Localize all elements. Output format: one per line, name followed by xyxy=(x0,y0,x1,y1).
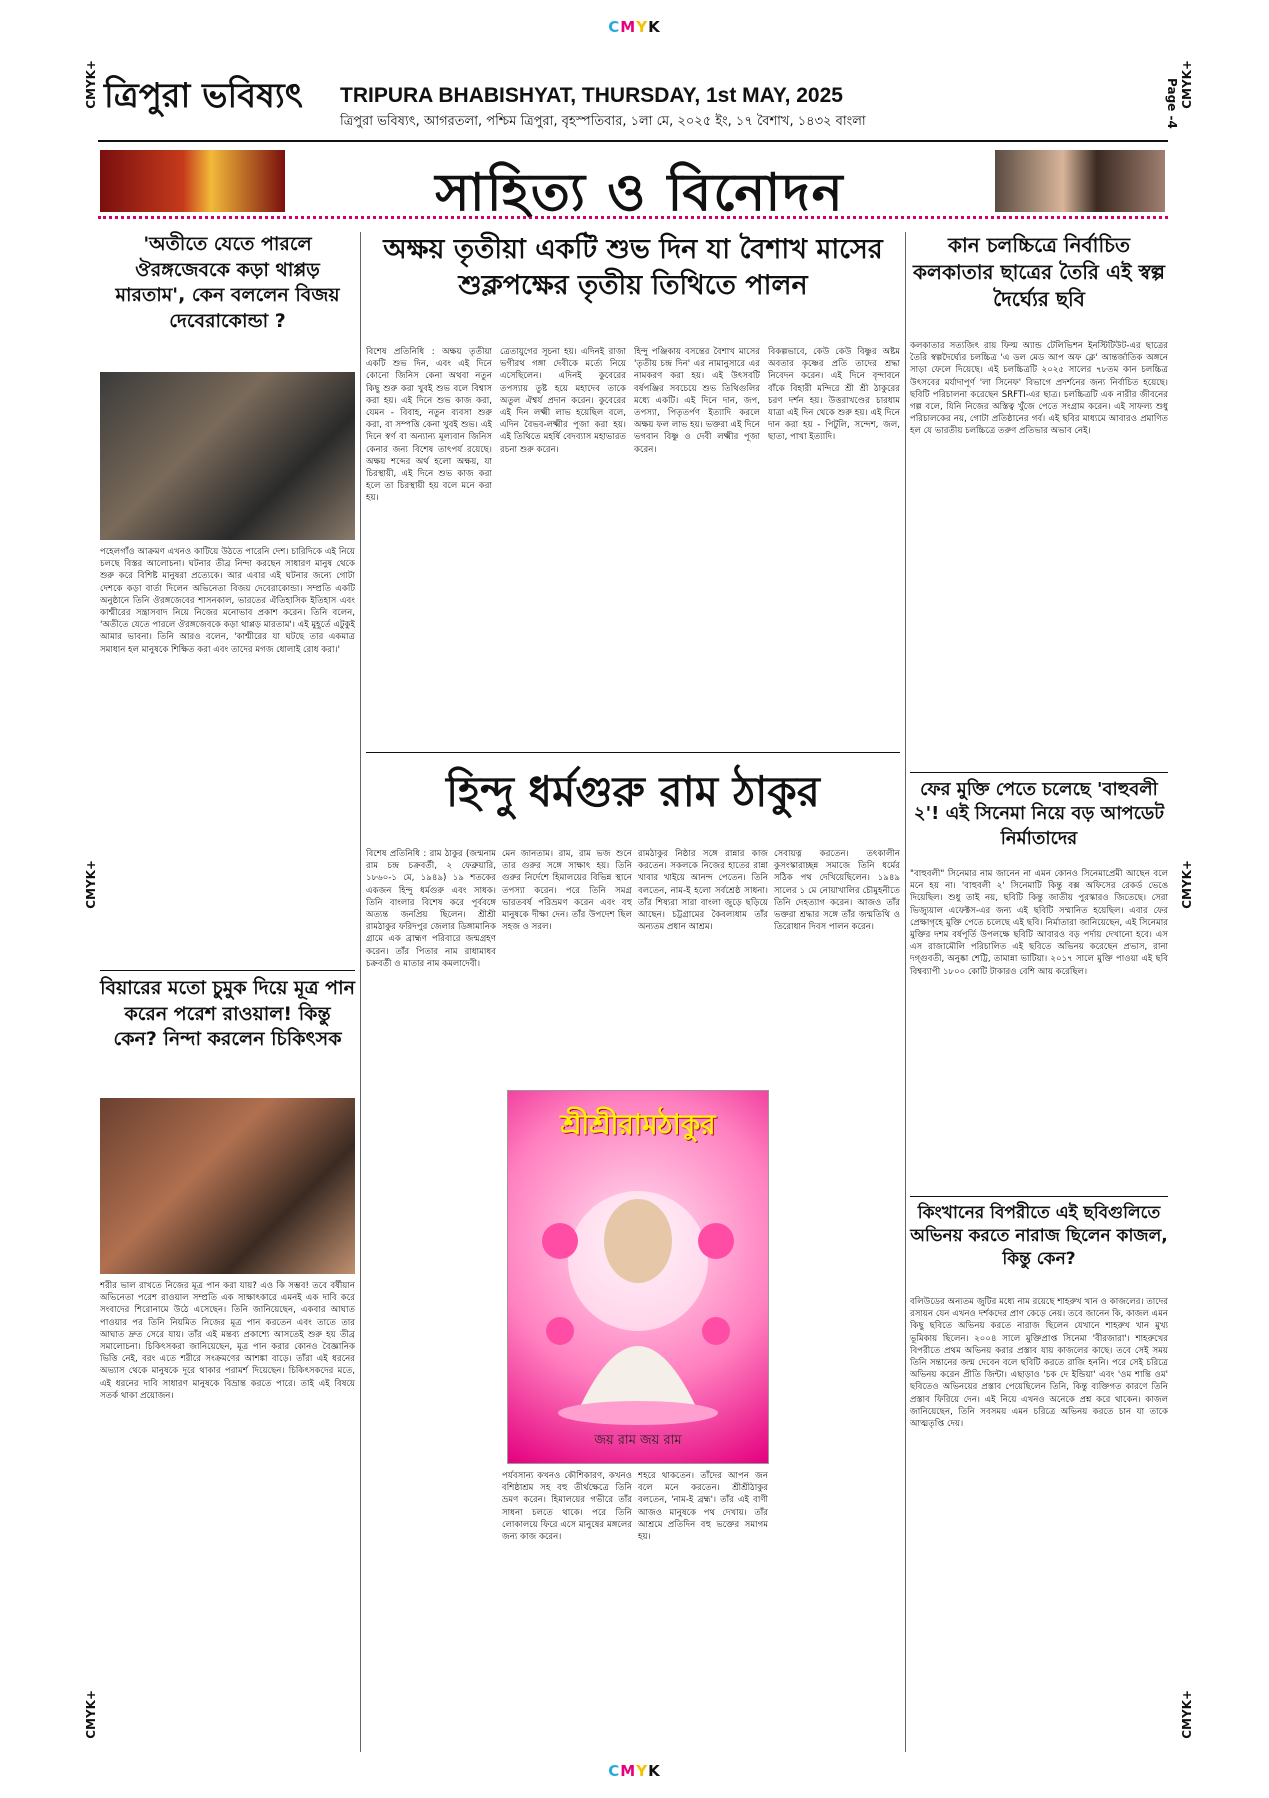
kajal-headline: কিংখানের বিপরীতে এই ছবিগুলিতে অভিনয় করতে নারাজ ছিলেন কাজল, কিন্তু কেন? xyxy=(910,1203,1168,1269)
kajal-body: বলিউডের অন্যতম জুটির মধ্যে নাম রয়েছে শাহরুখ খান ও কাজলের। তাদের রসায়ন যেন এখনও দর্শকদের প্রাণ কেড়ে নেয়। তবে জানেন কি, কাজল এমন কিছু ছবিতে অভিনয় করতে নারাজ ছিলেন যেখানে শাহরুখ খান মুখ্য ভূমিকায় ছিলেন। ২০০৪ সালে মুক্তিপ্রাপ্ত সিনেমা 'বীরজারা'। শাহরুখের বিপরীতে প্রথম অভিনয় করার প্রস্তাব যায় কাজলের কাছে। তবে সেই সময় তিনি সন্তানের জন্ম দেবেন বলে ছবিটি করতে রাজি হননি। পরে সেই চরিত্রে অভিনয় করেন প্রীতি জিন্টা। এছাড়াও 'চক দে ইন্ডিয়া' এবং 'ওম শান্তি ওম' ছবিতেও অভিনয়ের প্রস্তাব পেয়েছিলেন তিনি, কিন্তু ব্যক্তিগত কারণে তিনি প্রস্তাব ফিরিয়ে দেন। এই নিয়ে এখনও অনেকে প্রশ্ন করে থাকেন। কাজল জানিয়েছেন, তিনি সবসময় এমন চরিত্রে অভিনয় করতে চান যা তাকে আত্মতৃপ্তি দেয়। xyxy=(910,1297,1168,1430)
ramthakur-rule xyxy=(366,752,900,753)
section-banner-title: সাহিত্য ও বিনোদন xyxy=(435,163,845,223)
akshaya-body-col4: বিকল্পভাবে, কেউ কেউ বিষ্ণুর অষ্টম অবতার কৃষ্ণের প্রতি তাদের শ্রদ্ধা নিবেদন করেন। এই দিনে বৃন্দাবনে বাঁকে বিহারী মন্দিরে শ্রী শ্রী ঠাকুরের চরণ দর্শন হয়। উত্তরাখণ্ডের চারধাম যাত্রা এই দিন থেকে শুরু হয়। এই দিনে দান করা হয় - পিটুলি, সন্দেশ, জল, ছাতা, পাখা ইত্যাদি। xyxy=(768,347,900,443)
column-divider-right xyxy=(905,232,906,1752)
registration-mark-bottom: CMYK xyxy=(608,1762,661,1780)
ramthakur-portrait-icon xyxy=(508,1091,768,1463)
page-number: Page -4 xyxy=(1165,78,1179,129)
ramthakur-body-col5: পর্যবসান্য কখনও কৌশিকারণ, কখনও বশিষ্ঠাশ্রম সহ বহু তীর্থক্ষেত্রে তিনি ভ্রমণ করেন। হিমালয়ের গভীরে তাঁর সাধনা চলতে থাকে। পরে তিনি লোকালয়ে ফিরে এসে মানুষের মঙ্গলের জন্য কাজ করেন। xyxy=(502,1471,632,1543)
vijay-body: পহেলগাঁও আক্রমণ এখনও কাটিয়ে উঠতে পারেনি দেশ। চারিদিকে এই নিয়ে চলছে বিস্তর আলোচনা। ঘটনার তীব্র নিন্দা করছেন সাধারণ মানুষ থেকে শুরু করে বিশিষ্ট মানুষরা প্রত্যেকে। আর এবার এই ঘটনার জন্যে গোটা দেশকে কড়া বার্তা দিলেন অভিনেতা বিজয় দেবেরাকোন্ডা। সম্প্রতি একটি অনুষ্ঠানে তিনি ঔরঙ্গজেবের শাসনকাল, ভারতের ঐতিহাসিক ইতিহাস এবং কাশ্মীরের সন্ত্রাসবাদ নিয়ে নিজের মনোভাব প্রকাশ করেন। তিনি বলেন, 'অতীতে যেতে পারলে ঔরঙ্গজেবকে কড়া থাপ্পড় মারতাম'। এই মুহূর্তে এটুকুই আমার ভাবনা। তিনি আরও বলেন, 'কাশ্মীরের যা ঘটছে তার একমাত্র সমাধান হল মানুষকে শিক্ষিত করা এবং তাদের মগজ ধোলাই রোধ করা।' xyxy=(100,547,355,655)
akshaya-body-col1: বিশেষ প্রতিনিধি : অক্ষয় তৃতীয়া একটি শুভ দিন, এবং এই দিনে কোনো জিনিস কেনা অথবা নতুন কিছু শুরু করা খুবই শুভ বলে বিশ্বাস করা হয়। এই দিনে শুভ কাজ করা, যেমন - বিবাহ, নতুন ব্যবসা শুরু করা, বা সম্পত্তি কেনা খুবই শুভ। এই দিনে স্বর্ণ বা অন্যান্য মূল্যবান জিনিস কেনার জন্য বিশেষ তাৎপর্য রয়েছে। অক্ষয় শব্দের অর্থ হলো অক্ষয়, যা চিরস্থায়ী, এই দিনে শুভ কাজ করা হলে তা চিরস্থায়ী হয় বলে মনে করা হয়। xyxy=(366,347,492,504)
ramthakur-headline: হিন্দু ধর্মগুরু রাম ঠাকুর xyxy=(446,767,820,816)
akshaya-headline: অক্ষয় তৃতীয়া একটি শুভ দিন যা বৈশাখ মাসের শুক্লপক্ষের তৃতীয় তিথিতে পালন xyxy=(383,234,883,302)
film-headline: কান চলচ্চিত্রে নির্বাচিত কলকাতার ছাত্রের তৈরি এই স্বল্প দৈর্ঘ্যের ছবি xyxy=(913,233,1165,311)
paresh-rule xyxy=(100,970,355,971)
ramthakur-poster xyxy=(507,1090,769,1464)
vijay-headline: 'অতীতে যেতে পারলে ঔরঙ্গজেবকে কড়া থাপ্পড় মারতাম', কেন বললেন বিজয় দেবেরাকোন্ডা ? xyxy=(115,233,340,332)
banner-image-right xyxy=(995,150,1165,212)
ramthakur-body-col1: বিশেষ প্রতিনিধি : রাম ঠাকুর (জন্মনাম রাম চন্দ্র চক্রবর্তী, ২ ফেব্রুয়ারি, ১৮৬০-১ মে, ১৯৪৯) ১৯ শতকের একজন হিন্দু ধর্মগুরু এবং সাধক। তিনি বাংলার বিশেষ করে পূর্ববঙ্গে অত্যন্ত জনপ্রিয় ছিলেন। শ্রীশ্রী রামঠাকুর ফরিদপুর জেলার ডিঙ্গামানিক গ্রামে এক ব্রাহ্মণ পরিবারে জন্মগ্রহণ করেন। তাঁর পিতার নাম রাধামাধব চক্রবর্তী ও মাতার নাম কমলাদেবী। xyxy=(366,849,496,969)
registration-mark-left-top: CMYK+ xyxy=(84,60,98,109)
registration-mark-left-middle: CMYK+ xyxy=(84,860,98,909)
paresh-headline: বিয়ারের মতো চুমুক দিয়ে মূত্র পান করেন পরেশ রাওয়াল! কিন্তু কেন? নিন্দা করলেন চিকিৎসক xyxy=(100,977,355,1051)
registration-mark-left-bottom: CMYK+ xyxy=(84,1690,98,1739)
akshaya-body-col2: ত্রেতাযুগের সূচনা হয়। এদিনই রাজা ভগীরথ গঙ্গা দেবীকে মর্ত্যে নিয়ে এসেছিলেন। এদিনই কুবেরের তপস্যায় তুষ্ট হয়ে মহাদেব তাকে অতুল ঐশ্বর্য প্রদান করেন। কুবেরের এই দিন লক্ষ্মী লাভ হয়েছিল বলে, এদিন বৈভব-লক্ষ্মীর পূজা করা হয়। এই তিথিতে মহর্ষি বেদব্যাস মহাভারত রচনা শুরু করেন। xyxy=(500,347,626,455)
ramthakur-body-col2: মেন জানতাম। রাম, রাম ভজ শুনে তার গুরুর সঙ্গে সাক্ষাৎ হয়। তিনি গুরুর নির্দেশে হিমালয়ের বিভিন্ন স্থানে তপস্যা করেন। পরে তিনি সমগ্র ভারতবর্ষ পরিভ্রমণ করেন এবং বহু মানুষকে দীক্ষা দেন। তাঁর উপদেশ ছিল সহজ ও সরল। xyxy=(502,849,632,933)
column-divider-left xyxy=(360,232,361,1752)
registration-mark-top: CMYK xyxy=(608,18,661,36)
akshaya-body-col3: হিন্দু পঞ্জিকায় বসন্তের বৈশাখ মাসের 'তৃতীয় চন্দ্র দিন' এর নামানুসারে এর নামকরণ করা হয়। এই উৎসবটি বর্ষপঞ্জির সবচেয়ে শুভ তিথিগুলির মধ্যে একটি। এই দিনে দান, জপ, তপস্যা, পিতৃতর্পণ ইত্যাদি করলে অক্ষয় ফল লাভ হয়। ভক্তরা এই দিনে ভগবান বিষ্ণু ও দেবী লক্ষ্মীর পূজা করেন। xyxy=(634,347,760,455)
masthead-title: TRIPURA BHABISHYAT, THURSDAY, 1st MAY, 2025 xyxy=(340,84,843,107)
ramthakur-body-col4: সেবায়ত্ন করতেন। তৎকালীন কুসংস্কারাচ্ছন্ন সমাজে তিনি ধর্মের সঠিক পথ দেখিয়েছিলেন। ১৯৪৯ সালের ১ মে নোয়াখালির চৌমুহনীতে তিনি দেহত্যাগ করেন। আজও তাঁর ভক্তরা শ্রদ্ধার সঙ্গে তাঁর জন্মতিথি ও তিরোধান দিবস পালন করেন। xyxy=(774,849,900,933)
ramthakur-body-col3: রামঠাকুর নিষ্ঠার সঙ্গে রান্নার কাজ করতেন। সকলকে নিজের হাতের রান্না খাবার খাইয়ে আনন্দ পেতেন। তিনি বলতেন, নাম-ই হলো সর্বশ্রেষ্ঠ সাধনা। তাঁর শিষ্যরা সারা বাংলা জুড়ে ছড়িয়ে আছেন। চট্টগ্রামের কৈবল্যধাম তাঁর অন্যতম প্রধান আশ্রম। xyxy=(638,849,768,933)
banner-image-left xyxy=(100,150,285,212)
newspaper-logo: ত্রিপুরা ভবিষ্যৎ xyxy=(104,76,303,116)
baahubali-headline: ফের মুক্তি পেতে চলেছে 'বাহুবলী ২'! এই সিনেমা নিয়ে বড় আপডেট নির্মাতাদের xyxy=(913,779,1165,849)
registration-mark-right-middle: CMYK+ xyxy=(1180,860,1194,909)
baahubali-rule xyxy=(910,772,1168,773)
paresh-body: শরীর ভাল রাখতে নিজের মূত্র পান করা যায়? এও কি সম্ভব! তবে বর্ষীয়ান অভিনেতা পরেশ রাওয়াল সম্প্রতি এক সাক্ষাৎকারে এমনই এক দাবি করে সংবাদের শিরোনামে উঠে এসেছেন। তিনি জানিয়েছেন, একবার আঘাত পাওয়ার পর তিনি নিয়মিত নিজের মূত্র পান করতেন এবং তাতে তার আঘাত দ্রুত সেরে যায়। তাঁর এই মন্তব্য প্রকাশ্যে আসতেই শুরু হয় তীব্র সমালোচনা। চিকিৎসকরা জানিয়েছেন, মূত্র পান করার কোনও বৈজ্ঞানিক ভিত্তি নেই, বরং এতে শরীরে সংক্রমণের আশঙ্কা বাড়ে। তাঁরা এই ধরনের অভ্যাস থেকে মানুষকে দূরে থাকার পরামর্শ দিয়েছেন। চিকিৎসকদের মতে, এই ধরনের দাবি সাধারণ মানুষকে বিভ্রান্ত করতে পারে। তাই এই বিষয়ে সতর্ক থাকা প্রয়োজন। xyxy=(100,1281,355,1401)
poster-title: শ্রীশ্রীরামঠাকুর xyxy=(560,1108,716,1141)
baahubali-body: "বাহুবলী" সিনেমার নাম জানেন না এমন কোনও সিনেমাপ্রেমী আছেন বলে মনে হয় না। 'বাহুবলী ২' সিনেমাটি কিন্তু বক্স অফিসের রেকর্ড ভেঙে দিয়েছিল। শুধু তাই নয়, ছবিটি কিন্তু জাতীয় পুরস্কারও জিতেছে। সেরা ভিজ্যুয়াল এফেক্টস-এর জন্য এই ছবিটি সম্মানিত হয়েছিল। এবার ফের প্রেক্ষাগৃহে মুক্তি পেতে চলেছে এই ছবি। নির্মাতারা জানিয়েছেন, এই সিনেমার মুক্তির দশম বর্ষপূর্তি উপলক্ষে ছবিটি আবারও বড় পর্দায় দেখানো হবে। এস এস রাজামৌলি পরিচালিত এই ছবিতে অভিনয় করেছেন প্রভাস, রানা দগ্গুবতী, অনুষ্কা শেট্টি, তামান্না ভাটিয়া। ২০১৭ সালে মুক্তি পাওয়া এই ছবি বিশ্বব্যাপী ১৮০০ কোটি টাকারও বেশি আয় করেছিল। xyxy=(910,869,1168,977)
kajal-rule xyxy=(910,1196,1168,1197)
masthead-subtitle: ত্রিপুরা ভবিষ্যৎ, আগরতলা, পশ্চিম ত্রিপুরা, বৃহস্পতিবার, ১লা মে, ২০২৫ ইং, ১৭ বৈশাখ, ১৪৩২ বাংলা xyxy=(340,114,866,129)
film-body: কলকাতার সত্যজিৎ রায় ফিল্ম অ্যান্ড টেলিভিশন ইনস্টিটিউট-এর ছাত্রের তৈরি স্বল্পদৈর্ঘ্যের চলচ্চিত্র 'এ ডল মেড আপ অফ ক্লে' আন্তর্জাতিক অঙ্গনে সাড়া ফেলে দিয়েছে। এই চলচ্চিত্রটি ২০২৫ সালের ৭৮তম কান চলচ্চিত্র উৎসবের মর্যাদাপূর্ণ 'লা সিনেফ' বিভাগে প্রদর্শনের জন্য নির্বাচিত হয়েছে। ছবিটি পরিচালনা করেছেন SRFTI-এর ছাত্র। চলচ্চিত্রটি এক নারীর জীবনের গল্প বলে, যিনি নিজের অস্তিত্ব খুঁজে পেতে সংগ্রাম করেন। এই সাফল্য শুধু পরিচালকের নয়, গোটা প্রতিষ্ঠানের গর্ব। এই ছবির মাধ্যমে আবারও প্রমাণিত হল যে ভারতীয় চলচ্চিত্রে তরুণ প্রতিভার অভাব নেই। xyxy=(910,341,1168,437)
poster-caption: জয় রাম জয় রাম xyxy=(594,1433,682,1448)
masthead-rule xyxy=(98,140,1168,142)
vijay-photo xyxy=(100,372,355,540)
ramthakur-body-col6: শহরে থাকতেন। তাঁদের আপন জন বলে মনে করতেন। শ্রীশ্রীঠাকুর বলতেন, 'নাম-ই ব্রহ্ম'। তাঁর এই বাণী আজও মানুষকে পথ দেখায়। তাঁর আশ্রমে প্রতিদিন বহু ভক্তের সমাগম হয়। xyxy=(638,1471,768,1543)
registration-mark-right-top: CMYK+ xyxy=(1180,60,1194,109)
registration-mark-right-bottom: CMYK+ xyxy=(1180,1690,1194,1739)
paresh-photo xyxy=(100,1098,355,1274)
